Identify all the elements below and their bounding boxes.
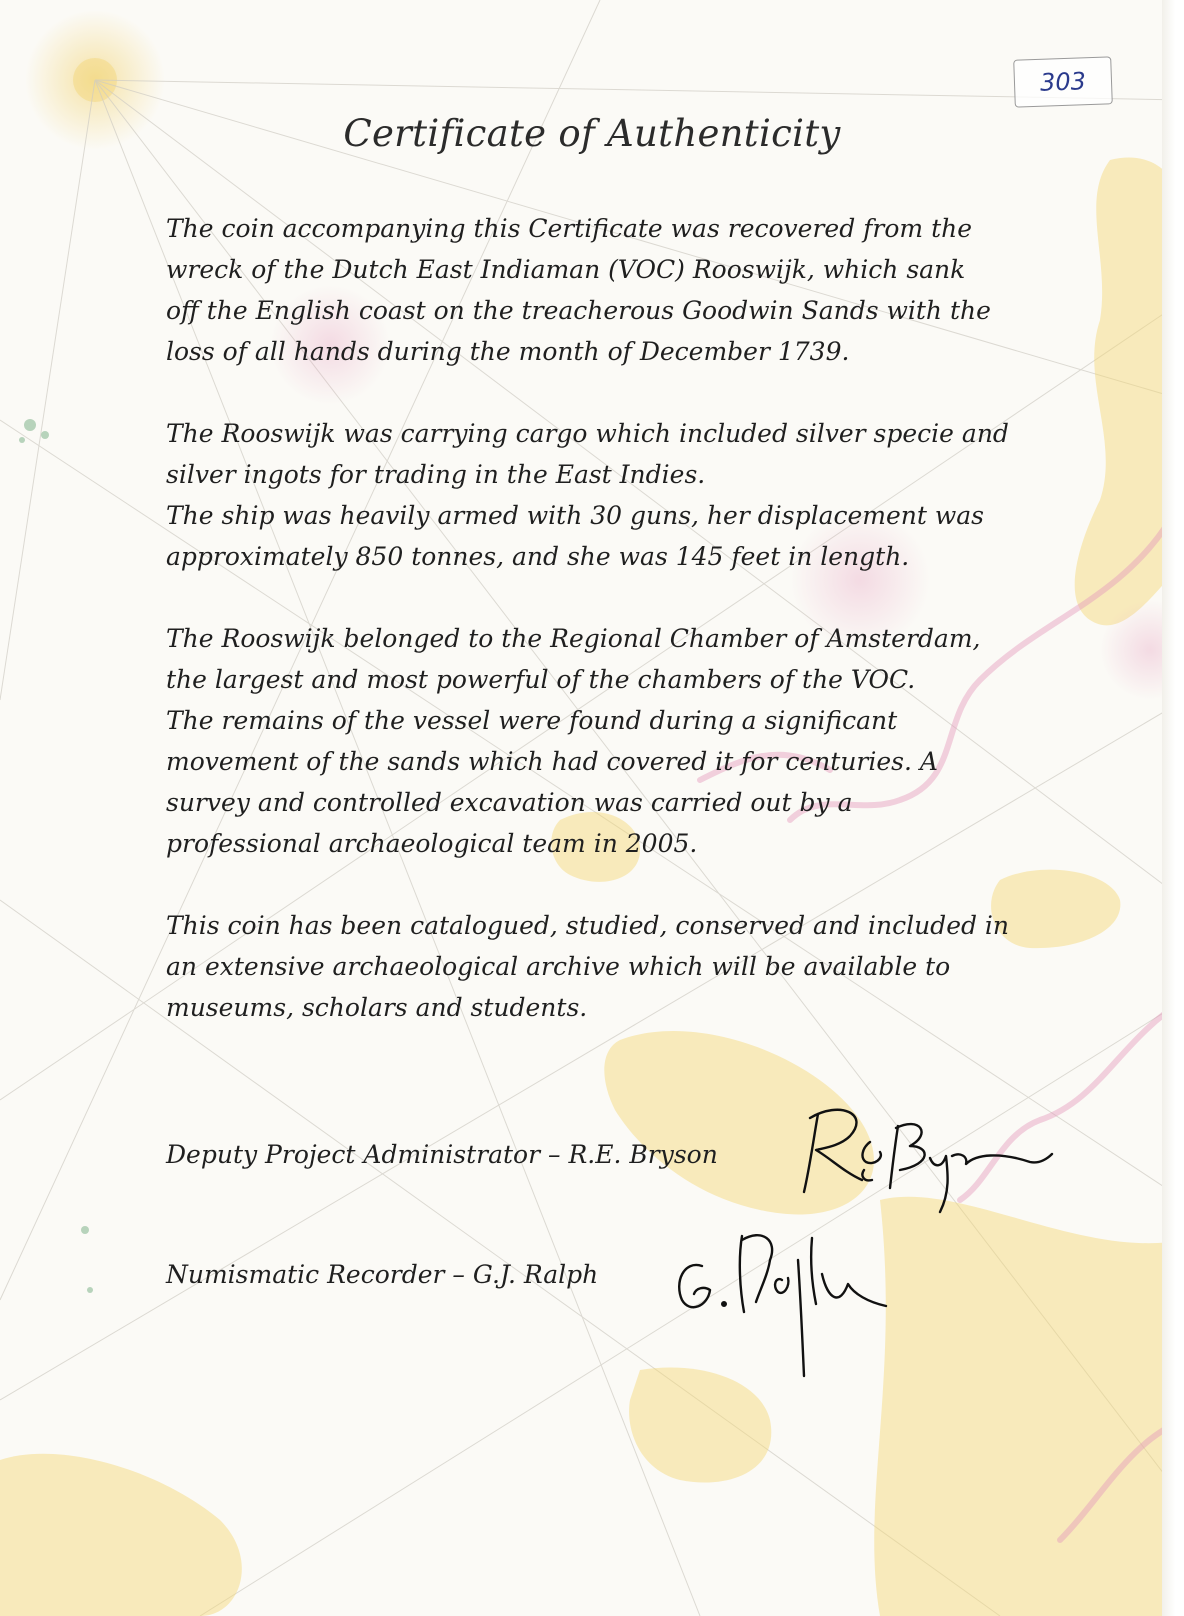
page-number-label: 303 xyxy=(1013,56,1113,107)
body-line: loss of all hands during the month of December 1739. xyxy=(166,337,850,366)
body-line: approximately 850 tonnes, and she was 145 feet in length. xyxy=(166,542,910,571)
signatory-ralph-role: Numismatic Recorder – G.J. Ralph xyxy=(166,1260,599,1289)
signature-bryson xyxy=(800,1096,1060,1216)
paragraph-archive xyxy=(166,905,1046,1028)
body-line: an extensive archaeological archive which will be available to xyxy=(166,952,951,981)
scan-edge xyxy=(1162,0,1184,1616)
paragraph-chamber xyxy=(166,618,1046,864)
body-line: off the English coast on the treacherous Goodwin Sands with the xyxy=(166,296,991,325)
body-line: The ship was heavily armed with 30 guns, her displacement was xyxy=(166,501,984,530)
body-line: The remains of the vessel were found during a significant xyxy=(166,706,898,735)
body-line: The Rooswijk was carrying cargo which included silver specie and xyxy=(166,419,1009,448)
certificate-title: Certificate of Authenticity xyxy=(343,112,841,155)
body-line: professional archaeological team in 2005. xyxy=(166,829,698,858)
body-line: wreck of the Dutch East Indiaman (VOC) Rooswijk, which sank xyxy=(166,255,966,284)
body-line: This coin has been catalogued, studied, conserved and included in xyxy=(166,911,1010,940)
paragraph-cargo xyxy=(166,413,1046,577)
body-line: The coin accompanying this Certificate was recovered from the xyxy=(166,214,973,243)
body-line: the largest and most powerful of the chambers of the VOC. xyxy=(166,665,916,694)
certificate-body xyxy=(166,208,1046,1069)
signatory-bryson-role: Deputy Project Administrator – R.E. Bryson xyxy=(166,1140,718,1169)
body-line: movement of the sands which had covered it for centuries. A xyxy=(166,747,938,776)
body-line: The Rooswijk belonged to the Regional Chamber of Amsterdam, xyxy=(166,624,981,653)
body-line: silver ingots for trading in the East Indies. xyxy=(166,460,706,489)
body-line: museums, scholars and students. xyxy=(166,993,588,1022)
body-line: survey and controlled excavation was carried out by a xyxy=(166,788,853,817)
signature-ralph xyxy=(672,1220,912,1380)
paragraph-wreck xyxy=(166,208,1046,372)
